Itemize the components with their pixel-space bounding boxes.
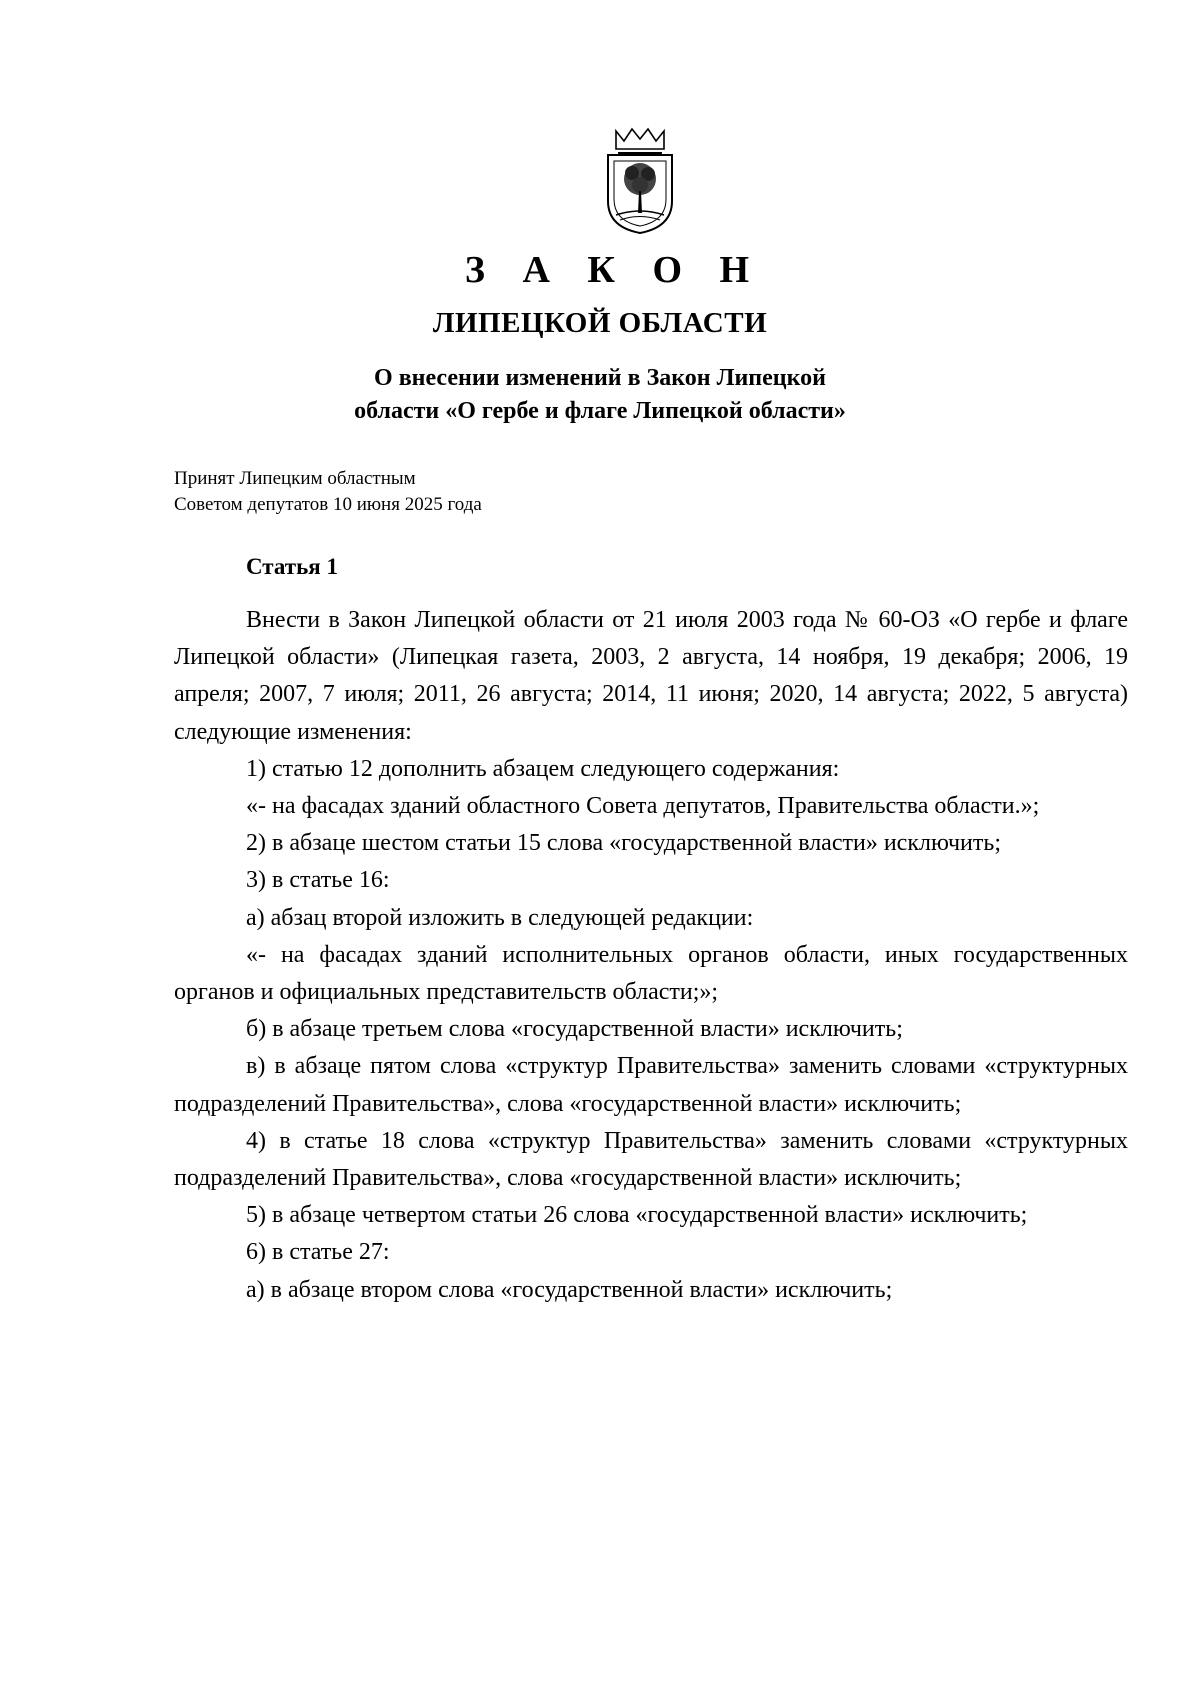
adoption-line: Принят Липецким областным [174, 468, 416, 489]
article-body [174, 602, 1128, 1309]
adoption-line: Советом депутатов 10 июня 2025 года [174, 494, 482, 515]
paragraph: 3) в статье 16: [246, 867, 390, 894]
paragraph: б) в абзаце третьем слова «государственной власти» исключить; [246, 1016, 903, 1043]
paragraph: а) абзац второй изложить в следующей редакции: [246, 904, 754, 931]
law-heading-line: О внесении изменений в Закон Липецкой [374, 365, 826, 391]
paragraph: 2) в абзаце шестом статьи 15 слова «государственной власти» исключить; [246, 830, 1001, 857]
paragraph: 5) в абзаце четвертом статьи 26 слова «государственной власти» исключить; [246, 1202, 1028, 1229]
paragraph: «- на фасадах зданий исполнительных органов области, иных государственных органов и официальных представительств области;»; [174, 941, 1128, 1006]
paragraph: Внести в Закон Липецкой области от 21 июля 2003 года № 60-ОЗ «О гербе и флаге Липецкой области» (Липецкая газета, 2003, 2 августа, 14 ноября, 19 декабря; 2006, 19 апреля; 2007, 7 июля; 2011, 26 августа; 2014, 11 июня; 2020, 14 августа; 2022, 5 августа) следующие изменения: [174, 607, 1128, 745]
paragraph: 1) статью 12 дополнить абзацем следующего содержания: [246, 755, 840, 782]
adoption-note [174, 466, 482, 518]
paragraph: в) в абзаце пятом слова «структур Правительства» заменить словами «структурных подразделений Правительства», слова «государственной власти» исключить; [174, 1053, 1128, 1117]
law-heading [0, 362, 1200, 428]
article-title: Статья 1 [246, 554, 338, 579]
paragraph: 6) в статье 27: [246, 1239, 390, 1266]
law-title: З А К О Н [464, 249, 764, 291]
paragraph: 4) в статье 18 слова «структур Правительства» заменить словами «структурных подразделений Правительства», слова «государственной власти» исключить; [174, 1127, 1128, 1192]
coat-of-arms-icon [602, 127, 678, 237]
law-heading-line: области «О гербе и флаге Липецкой области» [354, 398, 846, 424]
paragraph: а) в абзаце втором слова «государственной власти» исключить; [246, 1276, 893, 1303]
region-title: ЛИПЕЦКОЙ ОБЛАСТИ [432, 307, 768, 339]
paragraph: «- на фасадах зданий областного Совета депутатов, Правительства области.»; [246, 793, 1040, 820]
